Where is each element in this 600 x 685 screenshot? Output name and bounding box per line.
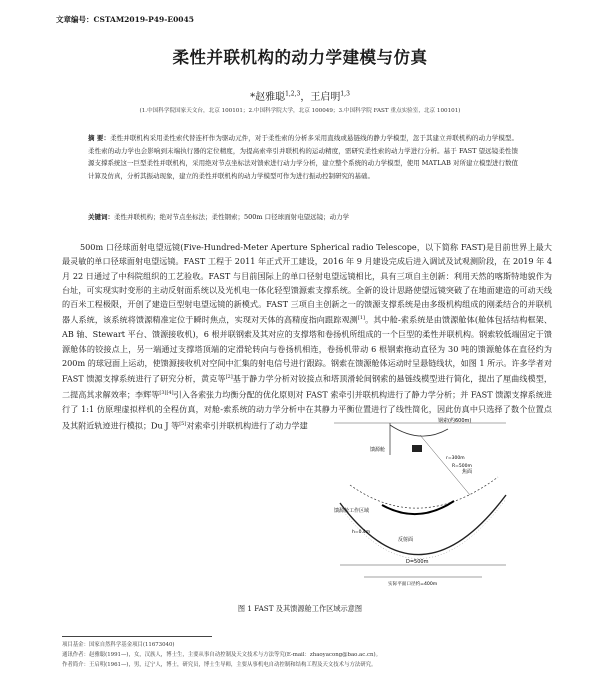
page-title: 柔性并联机构的动力学建模与仿真 xyxy=(172,48,428,67)
citation-3: [3] xyxy=(159,390,167,397)
body-text-4: 引入各索张力均衡分配的优化原则对 FAST 索牵引并联机构进行了静力学分析；并 FAST 馈源支撑系统进行了 1:1 仿原理虚拟样机的全程仿真，对舱-索系统的动力学分析中在其静力平衡位置进行了线性简化，因此仿真中只选择了数个位置点及其附近轨迹进行模拟；Du J 等 xyxy=(62,390,552,431)
reflector-arc xyxy=(340,495,506,555)
cable-label: 钢索(约600m) xyxy=(438,418,472,424)
work-zone-arc xyxy=(382,501,454,514)
author-line xyxy=(0,88,600,103)
fast-diagram-figure xyxy=(330,415,510,590)
keywords-text: 柔性并联机构；绝对节点坐标法；柔性钢索；500m 口径球面射电望远镜；动力学 xyxy=(114,213,350,221)
body-text-2: 。其中舱-索系统是由馈源舱体(舱体包括结构框架、AB 轴、Stewart 平台、馈源接收机)，6 根并联钢索及其对应的支撑塔和卷扬机所组成的一个巨型的柔性并联机构。钢索较低端固定于馈源舱体的铰接点上，另一端通过支撑塔顶端的定滑轮转向与卷扬机相连，卷扬机带动 6 根钢索拖动直径为 30 吨的馈源舱体在直径约为 200m 的球冠面上运动，使馈源接收机对空间中汇集的射电信号进行跟踪。钢索在馈源舱体运动时呈悬链线状，如图 1 所示。许多学者对 FAST 馈源支撑系统进行了研究分析，黄克等 xyxy=(62,315,552,385)
body-text-3: 基于静力学分析对铰接点和塔顶滑轮间钢索的悬链线模型进行简化，提出了厘曲线模型，二提高其求解效率；李辉等 xyxy=(62,374,552,401)
author-1: *赵雅聪 xyxy=(250,92,286,103)
body-text-5: 对索牵引并联机构进行了动力学建 xyxy=(186,420,308,431)
footnote-author-2: 作者简介：王启明(1961—)，男，辽宁人，博士，研究员，博士生导师，主要从事机电自动控制和结构工程及天文技术与方法研究。 xyxy=(62,662,377,669)
cable-curve xyxy=(390,425,448,436)
footnote-author-1: 通讯作者：赵雅聪(1991—)，女，汉族人，博士生，主要从事自动控制及天文技术与方法等究(E-mail：zhaoyacong@bao.ac.cn)。 xyxy=(62,652,381,659)
feed-cabin-icon xyxy=(412,445,422,452)
author-1-affil: 1,2,3 xyxy=(285,90,301,98)
radius-R-label: R=500m xyxy=(452,464,472,469)
work-zone-label: 馈源舱工作区域 xyxy=(334,508,370,514)
abstract-text: 柔性并联机构采用柔性索代替连杆作为驱动元件，对于柔性索的分析多采用直线或悬链线的静力学模型，忽于其建立并联机构的动力学模型。柔性索的动力学也会影响到末端执行器的定位精度，为提高索牵引并联机构的运动精度，需研究柔性索的动力学进行分析。基于 FAST 望远镜柔性馈源支撑系统这一巨型柔性并联机构，采用绝对节点坐标法对馈索进行动力学分析，建立整个系统的动力学模型，使用 MATLAB 对所建立模型进行数值计算及仿真，分析其振动现象，建立的柔性并联机构的动力学模型可作为进行振动控制研究的基础。 xyxy=(88,134,519,180)
footnotes xyxy=(62,640,562,671)
citation-1: [1] xyxy=(357,315,366,322)
cabin-label: 馈源舱 xyxy=(370,447,386,453)
focal-surface-label: 焦面 xyxy=(462,469,473,475)
author-2-affil: 1,3 xyxy=(340,90,350,98)
keywords-label: 关键词： xyxy=(88,213,114,221)
keywords xyxy=(88,211,518,223)
reflector-label: 反射面 xyxy=(398,537,414,543)
author-separator: ， xyxy=(300,92,311,103)
figure-caption: 图 1 FAST 及其馈源舱工作区域示意图 xyxy=(237,604,363,613)
citation-5: [5] xyxy=(179,420,187,427)
diameter-label: D=500m xyxy=(406,559,429,565)
citation-2: [2] xyxy=(225,374,233,381)
body-paragraph xyxy=(62,240,552,433)
abstract xyxy=(88,132,518,182)
citation-4: [4] xyxy=(166,390,174,397)
focal-surface-line xyxy=(350,477,498,508)
body-text-1: 500m 口径球面射电望远镜(Five-Hundred-Meter Aperture Spherical radio Telescope，以下简称 FAST)是目前世界上最大最灵敏的单口径球面射电望远镜。FAST 工程于 2011 年正式开工建设，2016 年 9 月建设完成后进入调试及试观测阶段，在 2019 年 4 月 22 日通过了中科院组织的工艺验收。FAST 与目前国际上的单口径射电望远镜相比，具有三项自主创新：利用天然的喀斯特地貌作为台址，可实现实时变形的主动反射面系统以及光机电一体化轻型馈源索支撑系统。全新的设计思路使望远镜突破了在地面建造的可动天线的百米工程极限，开创了建造巨型射电望远镜的新模式。FAST 三项自主创新之一的馈源支撑系统是由多级机构组成的刚柔结合的并联机器人系统，该系统将馈源精准定位于瞬时焦点，实现对天体的高精度指向跟踪观测 xyxy=(62,242,552,326)
affiliation: (1.中国科学院国家天文台，北京 100101；2.中国科学院大学，北京 100049；3.中国科学院 FAST 重点实验室，北京 100101) xyxy=(139,108,461,114)
footnote-fund: 项目基金：国家自然科学基金项目(11673040) xyxy=(62,642,175,648)
abstract-label: 摘 要： xyxy=(88,134,111,142)
author-2: 王启明 xyxy=(310,92,341,103)
radius-r-label: r=300m xyxy=(446,456,465,461)
aperture-label: 实际平面口径约=400m xyxy=(388,582,438,587)
footnote-divider xyxy=(62,636,212,637)
height-label: h=0.4m xyxy=(352,530,371,535)
paper-id: 文章编号：CSTAM2019-P49-E0045 xyxy=(56,15,194,24)
